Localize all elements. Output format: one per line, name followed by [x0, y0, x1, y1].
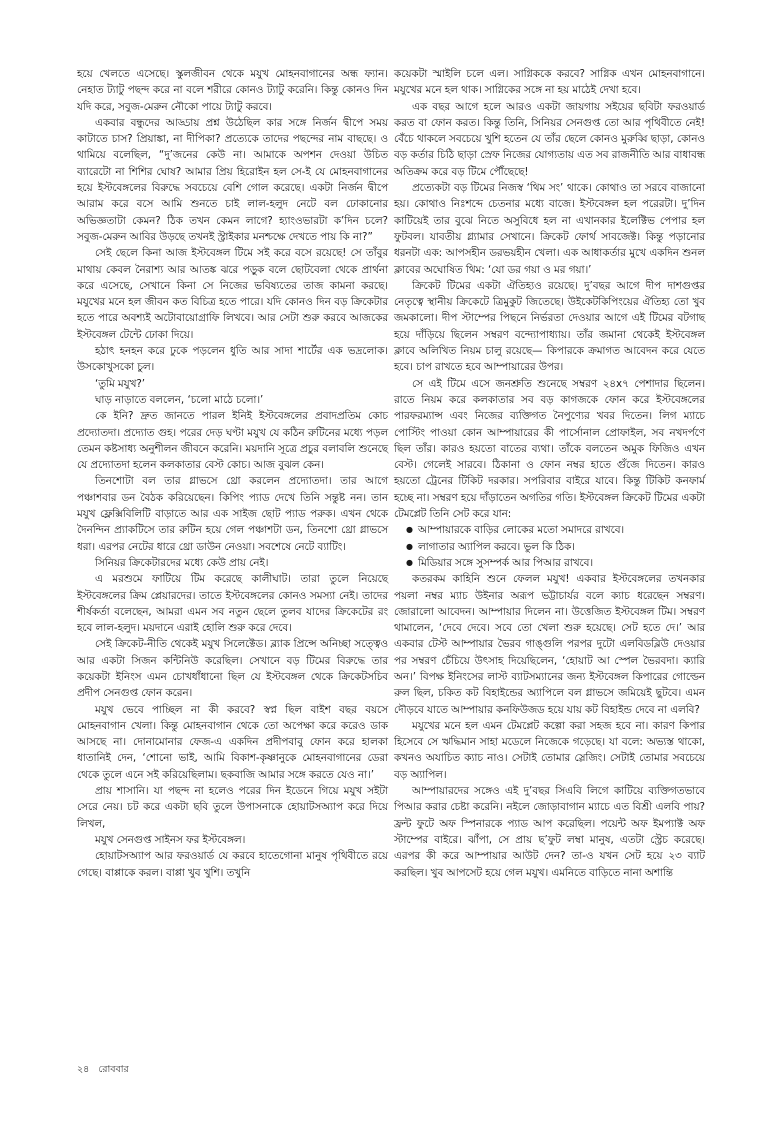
- paragraph: কতরকম কাহিনি শুনে ফেলল মযুখ! একবার ইস্টবেঙ্গলের তখনকার পয়লা নম্বর ম্যাচ উইনার অরূপ ভট্টাচার্যর বলে ক্যাচ ধরেছেন সম্বরণ। জোরালো আবেদন। আম্পায়ার দিলেন না। উত্তেজিত ইস্টবেঙ্গল টিম। সম্বরণ থামালেন, ‘দেবে দেবে। সবে তো খেলা শুরু হয়েছে। সেট হতে দে।’ আর একবার টেস্ট আম্পায়ার ভৈরব গাঙ্গুলি পরপর দুটো এলবিডব্লিউ দেওয়ার পর সম্বরণ চেঁচিয়ে উৎসাহ দিয়েছিলেন, ‘হোয়াট আ স্পেল ভৈরবদা। ক্যারি অন।’ বিপক্ষ ইনিংসের লাস্ট ব্যাটসম্যানের জন্য ইস্টবেঙ্গল কিপারের গোল্ডেন রুল ছিল, চকিত কট বিহাইন্ডের অ্যাপিলে বল গ্লাভসে জমিয়েই ছুটবে। এমন দৌড়বে যাতে আম্পায়ার কনফিউজড হয়ে যায় কট বিহাইন্ড দেবে না এলবি?: [394, 573, 705, 716]
- paragraph: মযুখ সেনগুপ্ত সাইনস ফর ইস্টবেঙ্গল।: [95, 833, 246, 846]
- paragraph: প্রায় শাসানি। যা পছন্দ না হলেও পরের দিন ইডেনে গিয়ে মযুখ সইটা সেরে নেয়। চট করে একটা ছবি তুলে উপাসনাকে হোয়াটসঅ্যাপ করে দিয়ে লিখল,: [77, 785, 388, 830]
- publication-name: রোববার: [98, 1064, 129, 1075]
- paragraph: সেই ক্রিকেট-নীতি থেকেই মযুখ সিলেক্টেড। ব্ল্যাক প্রিন্সে অনিচ্ছা সত্ত্বেও আর একটা সিজন কন্টিনিউ করেছিল। সেখানে বড় টিমের বিরুদ্ধে তার কয়েকটা ইনিংস এমন চোখধাঁধানো ছিল যে ইস্টবেঙ্গল থেকে ক্রিকেটসচিব প্রদীপ সেনগুপ্ত ফোন করেন।: [77, 638, 388, 700]
- paragraph: মযুখের মনে হল এমন টেমপ্লেট কল্পো করা সহজ হবে না। কারণ কিপার হিসেবে সে ঋদ্ধিমান সাহা মডেলে নিজেকে গড়েছে। যা বলে: অভ্যস্ত থাকো, কখনও অযাচিত ক্যাচ নাও। সেটাই তোমার স্লেজিং। সেটাই তোমার সবচেয়ে বড় অ্যাপিল।: [394, 719, 705, 781]
- paragraph: প্রত্যেকটা বড় টিমের নিজস্ব ‘থিম সং’ থাকে। কোথাও তা সরবে বাজানো হয়। কোথাও নিঃশব্দে চেতনার মধ্যে বাজে। ইস্টবেঙ্গল হল পরেরটা। দু’দিন কাটিয়েই তার বুঝে নিতে অসুবিধে হল না এখানকার ইলেক্টিভ পেপার হল ফুটবল। যাবতীয় গ্ল্যামার সেখানে। ক্রিকেট ফোর্থ সাবজেক্ট। কিন্তু পড়ানোর ধরনটা এক: আপসহীন ডরভয়হীন খেলা। এক আধাকর্তার মুখে একদিন শুনল ক্লাবের অঘোষিত থিম: ‘যো ডর গয়া ও মর গয়া।’: [394, 182, 705, 276]
- paragraph: এ মরশুমে ফাটিয়ে টিম করেছে কালীঘাট। তারা তুলে নিয়েছে ইস্টবেঙ্গলের ক্রিম প্লেয়ারদের। তাতে ইস্টবেঙ্গলের কোনও সমস্যা নেই। তাদের শীর্ষকর্তা বলেছেন, আমরা এমন সব নতুন ছেলে তুলব যাদের ক্রিকেটের রং হবে লাল-হলুদ। ময়দানে এরাই হোলি শুরু করে দেবে।: [77, 573, 388, 635]
- right-column: [394, 66, 705, 881]
- paragraph: ক্রিকেট টিমের একটা ঐতিহ্যও রয়েছে। দু’বছর আগে দীপ দাশগুপ্তর নেতৃত্বে স্থানীয় ক্রিকেটে ত্রিমুকুট জিতেছে। উইকেটকিপিংয়ের ঐতিহ্য তো খুব জমকালো। দীপ স্টাম্পের পিছনে নির্ভরতা দেওয়ার আগে এই টিমের বটগাছ হয়ে দাঁড়িয়ে ছিলেন সম্বরণ বন্দ্যোপাধ্যায়। তাঁর জমানা থেকেই ইস্টবেঙ্গল ক্লাবে অলিখিত নিয়ম চালু রয়েছে— কিপারকে ক্রমাগত আবেদন করে যেতে হবে। চাপ রাখতে হবে আম্পায়ারের উপর।: [394, 279, 705, 374]
- page-number: ২৪: [77, 1064, 90, 1075]
- bullet-item: ● মিডিয়ার সঙ্গে সুসম্পর্ক আর পিআর রাখবে।: [406, 555, 705, 571]
- paragraph: মযুখ ভেবে পাচ্ছিল না কী করবে? স্বপ্ন ছিল বাইশ বছর বয়সে মোহনবাগান খেলা। কিন্তু মোহনবাগান থেকে তো অপেক্ষা করে করেও ডাক আসছে না। দোনামোনার ফেজ-এ একদিন প্রদীপবাবু ফোন করে হালকা ধাতানিই দেন, ‘শোনো ভাই, আমি বিকাশ-কৃষ্ণানুকে মোহনবাগানের ডেরা থেকে তুলে এনে সই করিয়েছিলাম। ছকবাজি আমার সঙ্গে করতে যেও না।’: [77, 703, 388, 781]
- paragraph: এক বছর আগে হলে আরও একটা জায়গায় সইয়ের ছবিটা ফরওয়ার্ড করত বা ফোন করত। কিন্তু তিনি, সিনিয়র সেনগুপ্ত তো আর পৃথিবীতে নেই! বেঁচে থাকলে সবচেয়ে খুশি হতেন যে তাঁর ছেলে কোনও মুরুব্বি ছাড়া, কোনও বড় কর্তার চিঠি ছাড়া স্রেফ নিজের যোগ্যতায় এত সব রাজনীতি আর বাধাবন্ধ অতিক্রম করে বড় টিমে পৌঁছেছে!: [394, 100, 705, 178]
- bullet-item: ● লাগাতার অ্যাপিল করবে। ভুল কি ঠিক।: [406, 539, 705, 555]
- paragraph: হয়ে খেলতে এসেছে। স্কুলজীবন থেকে মযুখ মোহনবাগানের অন্ধ ফ্যান। নেহাত ট্যাটু পছন্দ করে না বলে শরীরে কোনও ট্যাটু করেনি। কিন্তু কোনও দিন যদি করে, সবুজ-মেরুন নৌকো পায়ে ট্যাটু করবে।: [77, 68, 388, 113]
- bullet-item: ● আম্পায়ারকে বাড়ির লোকের মতো সমাদরে রাখবে।: [406, 522, 705, 538]
- paragraph: আম্পায়ারদের সঙ্গেও এই দু’বছর সিএবি লিগে কাটিয়ে ব্যক্তিগতভাবে পিআর করার চেষ্টা করেনি। নইলে জোড়াবাগান ম্যাচে এত বিশ্রী এলবি পায়? ফ্রন্ট ফুটে অফ স্পিনারকে প্যাড আপ করেছিল। পয়েন্ট অফ ইমপ্যাক্ট অফ স্টাম্পের বাইরে। ঝাঁপা, সে প্রায় ছ’ফুট লম্বা মানুষ, এতটা স্ট্রেচ করেছে। এরপর কী করে আম্পায়ার আউট দেন? তা-ও যখন সেট হয়ে ২৩ ব্যাট করছিল। খুব আপসেট হয়ে গেল মযুখ। এমনিতে বাড়িতে নানা অশান্তি: [394, 785, 705, 879]
- right-column-top-text: [394, 66, 705, 522]
- paragraph: একবার বন্ধুদের আড্ডায় প্রশ্ন উঠেছিল কার সঙ্গে নির্জন দ্বীপে সময় কাটাতে চাস? প্রিয়াঙ্কা, না দীপিকা? প্রত্যেকে তাদের পছন্দের নাম বাছছে। ও থামিয়ে বলেছিল, “দু’জনের কেউ না। আমাকে অপশন দেওয়া উচিত ব্যারেটো না শিশির ঘোষ? আমার প্রিয় হিরোইন হল সে-ই যে মোহনবাগানের হয়ে ইস্টবেঙ্গলের বিরুদ্ধে সবচেয়ে বেশি গোল করেছে। একটা নির্জন দ্বীপে আরাম করে বসে আমি শুনতে চাই লাল-হলুদ নেটে বল ঢোকানোর অভিজ্ঞতাটা কেমন? ঠিক তখন কেমন লাগে? হ্যাংওভারটা ক’দিন চলে? সবুজ-মেরুন আবির উড়ছে তখনই স্ট্রাইকার মনশ্চক্ষে দেখতে পায় কি না?”: [77, 116, 388, 243]
- paragraph: কয়েকটা স্মাইলি চলে এল। সাগ্নিককে করবে? সাগ্নিক এখন মোহনবাগানে। মযুখের মনে হল থাক। সাগ্নিকের সঙ্গে না হয় মাঠেই দেখা হবে।: [394, 68, 705, 97]
- right-column-bottom-text: [394, 571, 705, 881]
- paragraph: হোয়াটসঅ্যাপ আর ফরওয়ার্ড যে করবে হাতেগোনা মানুষ পৃথিবীতে রয়ে গেছে। বাপ্পাকে করল। বাপ্পা খুব খুশি। তখুনি: [77, 850, 388, 879]
- paragraph: তিনশোটা বল তার গ্লাভসে থ্রো করলেন প্রদ্যোতদা। তার আগে পঞ্চাশবার ডন বৈঠক করিয়েছেন। কিপিং প্যাড দেখে তিনি সন্তুষ্ট নন। তান মযুখ ফ্লেক্সিবিলিটি বাড়াতে আর এক সাইজ ছোট প্যাড পরুক। এখন থেকে দৈনন্দিন প্র্যাকটিসে তার রুটিন হয়ে গেল পঞ্চাশটা ডন, তিনশো থ্রো গ্লাভসে ধরা। এরপর নেটের ধারে থ্রো ডাউন নেওয়া। সবশেষে নেটে ব্যাটিং।: [77, 475, 388, 553]
- paragraph: সে এই টিমে এসে জনশ্রুতি শুনেছে সম্বরণ ২৪x৭ পেশাদার ছিলেন। রাতে নিয়ম করে কলকাতার সব বড় কাগজকে ফোন করে ইস্টবেঙ্গলের পারফরম্যান্স এবং নিজের ব্যক্তিগত নৈপুণ্যের খবর দিতেন। লিগ ম্যাচে পোস্টিং পাওয়া কোন আম্পায়ারের কী পার্সোনাল প্রোফাইল, সব নখদর্পণে ছিল তাঁর। কারও হয়তো বাতের ব্যথা। তাঁকে বলতেন অমুক ফিজিও এখন বেস্ট। গেলেই সারবে। ঠিকানা ও ফোন নম্বর হাতে গুঁজে দিতেন। কারও হয়তো ট্রেনের টিকিট দরকার। সপরিবার বাইরে যাবে। কিন্তু টিকিট কনফার্ম হচ্ছে না। সম্বরণ হয়ে দাঁড়াতেন অগতির গতি। ইস্টবেঙ্গল ক্রিকেট টিমের একটা টেমপ্লেট তিনি সেট করে যান:: [394, 377, 705, 521]
- paragraph: কে ইনি? দ্রুত জানতে পারল ইনিই ইস্টবেঙ্গলের প্রবাদপ্রতিম কোচ প্রদ্যোতদা। প্রদ্যোত গুহ। পরের দেড় ঘণ্টা মযুখ যে কঠিন রুটিনের মধ্যে পড়ল তেমন কষ্টসাধ্য অনুশীলন জীবনে করেনি। ময়দানি সূত্রে প্রচুর বলাবলি শুনেছে যে প্রদ্যোতদা হলেন কলকাতার বেস্ট কোচ। আজ বুঝল কেন।: [77, 410, 388, 472]
- page-footer: [77, 1063, 135, 1078]
- paragraph: সিনিয়র ক্রিকেটারদের মধ্যে কেউ প্রায় নেই।: [95, 556, 269, 569]
- paragraph: ‘তুমি মযুখ?’: [95, 377, 146, 390]
- paragraph: সেই ছেলে কিনা আজ ইস্টবেঙ্গল টিমে সই করে বসে রয়েছে! সে তাঁবুর মাথায় কেবল নৈরাশ্য আর আতঙ্ক ঝরে পড়ুক বলে ছোটবেলা থেকে প্রার্থনা করে এসেছে, সেখানে কিনা সে নিজের ভবিষ্যতের তাজ কামনা করছে। মযুখের মনে হল জীবন কত বিচিত্র হতে পারে। যদি কোনও দিন বড় ক্রিকেটার হতে পারে অবশ্যই অটোবায়োগ্রাফি লিখবে। আর সেটা শুরু করবে আজকের ইস্টবেঙ্গল টেন্টে ঢোকা দিয়ে।: [77, 247, 388, 341]
- paragraph: ঘাড় নাড়াতে বললেন, ‘চলো মাঠে চলো।’: [95, 393, 264, 406]
- paragraph: হঠাৎ হনহন করে ঢুকে পড়লেন ধুতি আর সাদা শার্টের এক ভদ্রলোক। উসকোখুসকো চুল।: [77, 345, 388, 374]
- left-column: [77, 66, 388, 881]
- template-bullet-list: [394, 522, 705, 571]
